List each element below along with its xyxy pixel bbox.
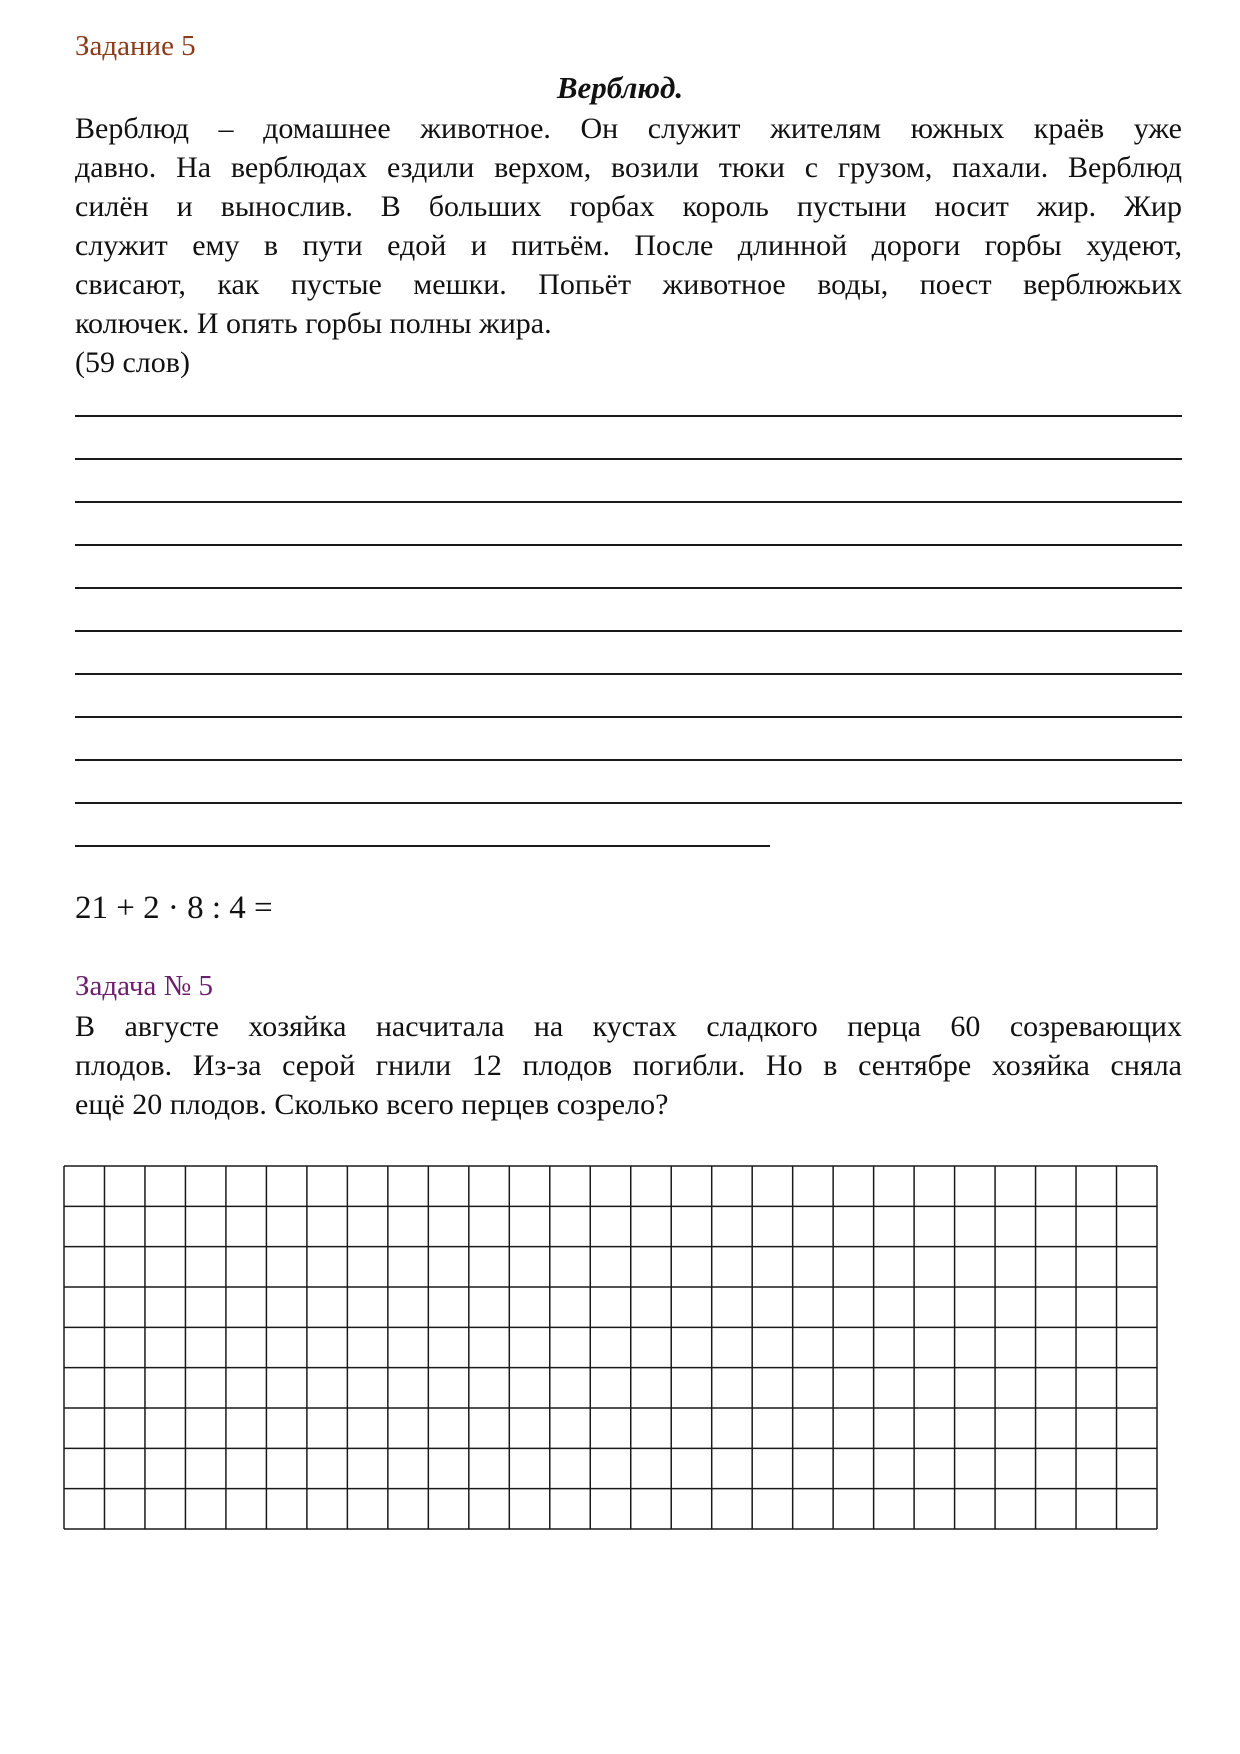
writing-line[interactable]	[75, 630, 1182, 632]
writing-line[interactable]	[75, 501, 1182, 503]
writing-line[interactable]	[75, 544, 1182, 546]
story-text-line: колючек. И опять горбы полны жира.	[75, 307, 552, 340]
problem-heading: Задача № 5	[75, 970, 213, 1002]
writing-line[interactable]	[75, 587, 1182, 589]
writing-line[interactable]	[75, 415, 1182, 417]
story-title: Верблюд.	[556, 70, 684, 105]
word-count: (59 слов)	[75, 346, 190, 379]
story-text-line: свисают, как пустые мешки. Попьёт животное воды, поест верблюжьих	[75, 268, 1182, 301]
writing-line[interactable]	[75, 716, 1182, 718]
problem-text-line: ещё 20 плодов. Сколько всего перцев созрело?	[75, 1088, 669, 1121]
problem-text-line: плодов. Из-за серой гнили 12 плодов погибли. Но в сентябре хозяйка сняла	[75, 1049, 1182, 1082]
story-text-line: служит ему в пути едой и питьём. После длинной дороги горбы худеют,	[75, 229, 1182, 262]
math-equation: 21 + 2 · 8 : 4 =	[75, 890, 273, 926]
writing-line[interactable]	[75, 802, 1182, 804]
writing-line[interactable]	[75, 845, 770, 847]
story-text-line: силён и вынослив. В больших горбах король пустыни носит жир. Жир	[75, 190, 1182, 223]
writing-line[interactable]	[75, 458, 1182, 460]
writing-line[interactable]	[75, 759, 1182, 761]
story-text-line: Верблюд – домашнее животное. Он служит жителям южных краёв уже	[75, 112, 1182, 145]
problem-text-line: В августе хозяйка насчитала на кустах сладкого перца 60 созревающих	[75, 1010, 1182, 1043]
answer-grid[interactable]	[63, 1165, 1158, 1530]
task-heading: Задание 5	[75, 30, 196, 62]
writing-line[interactable]	[75, 673, 1182, 675]
story-text-line: давно. На верблюдах ездили верхом, возили тюки с грузом, пахали. Верблюд	[75, 151, 1182, 184]
